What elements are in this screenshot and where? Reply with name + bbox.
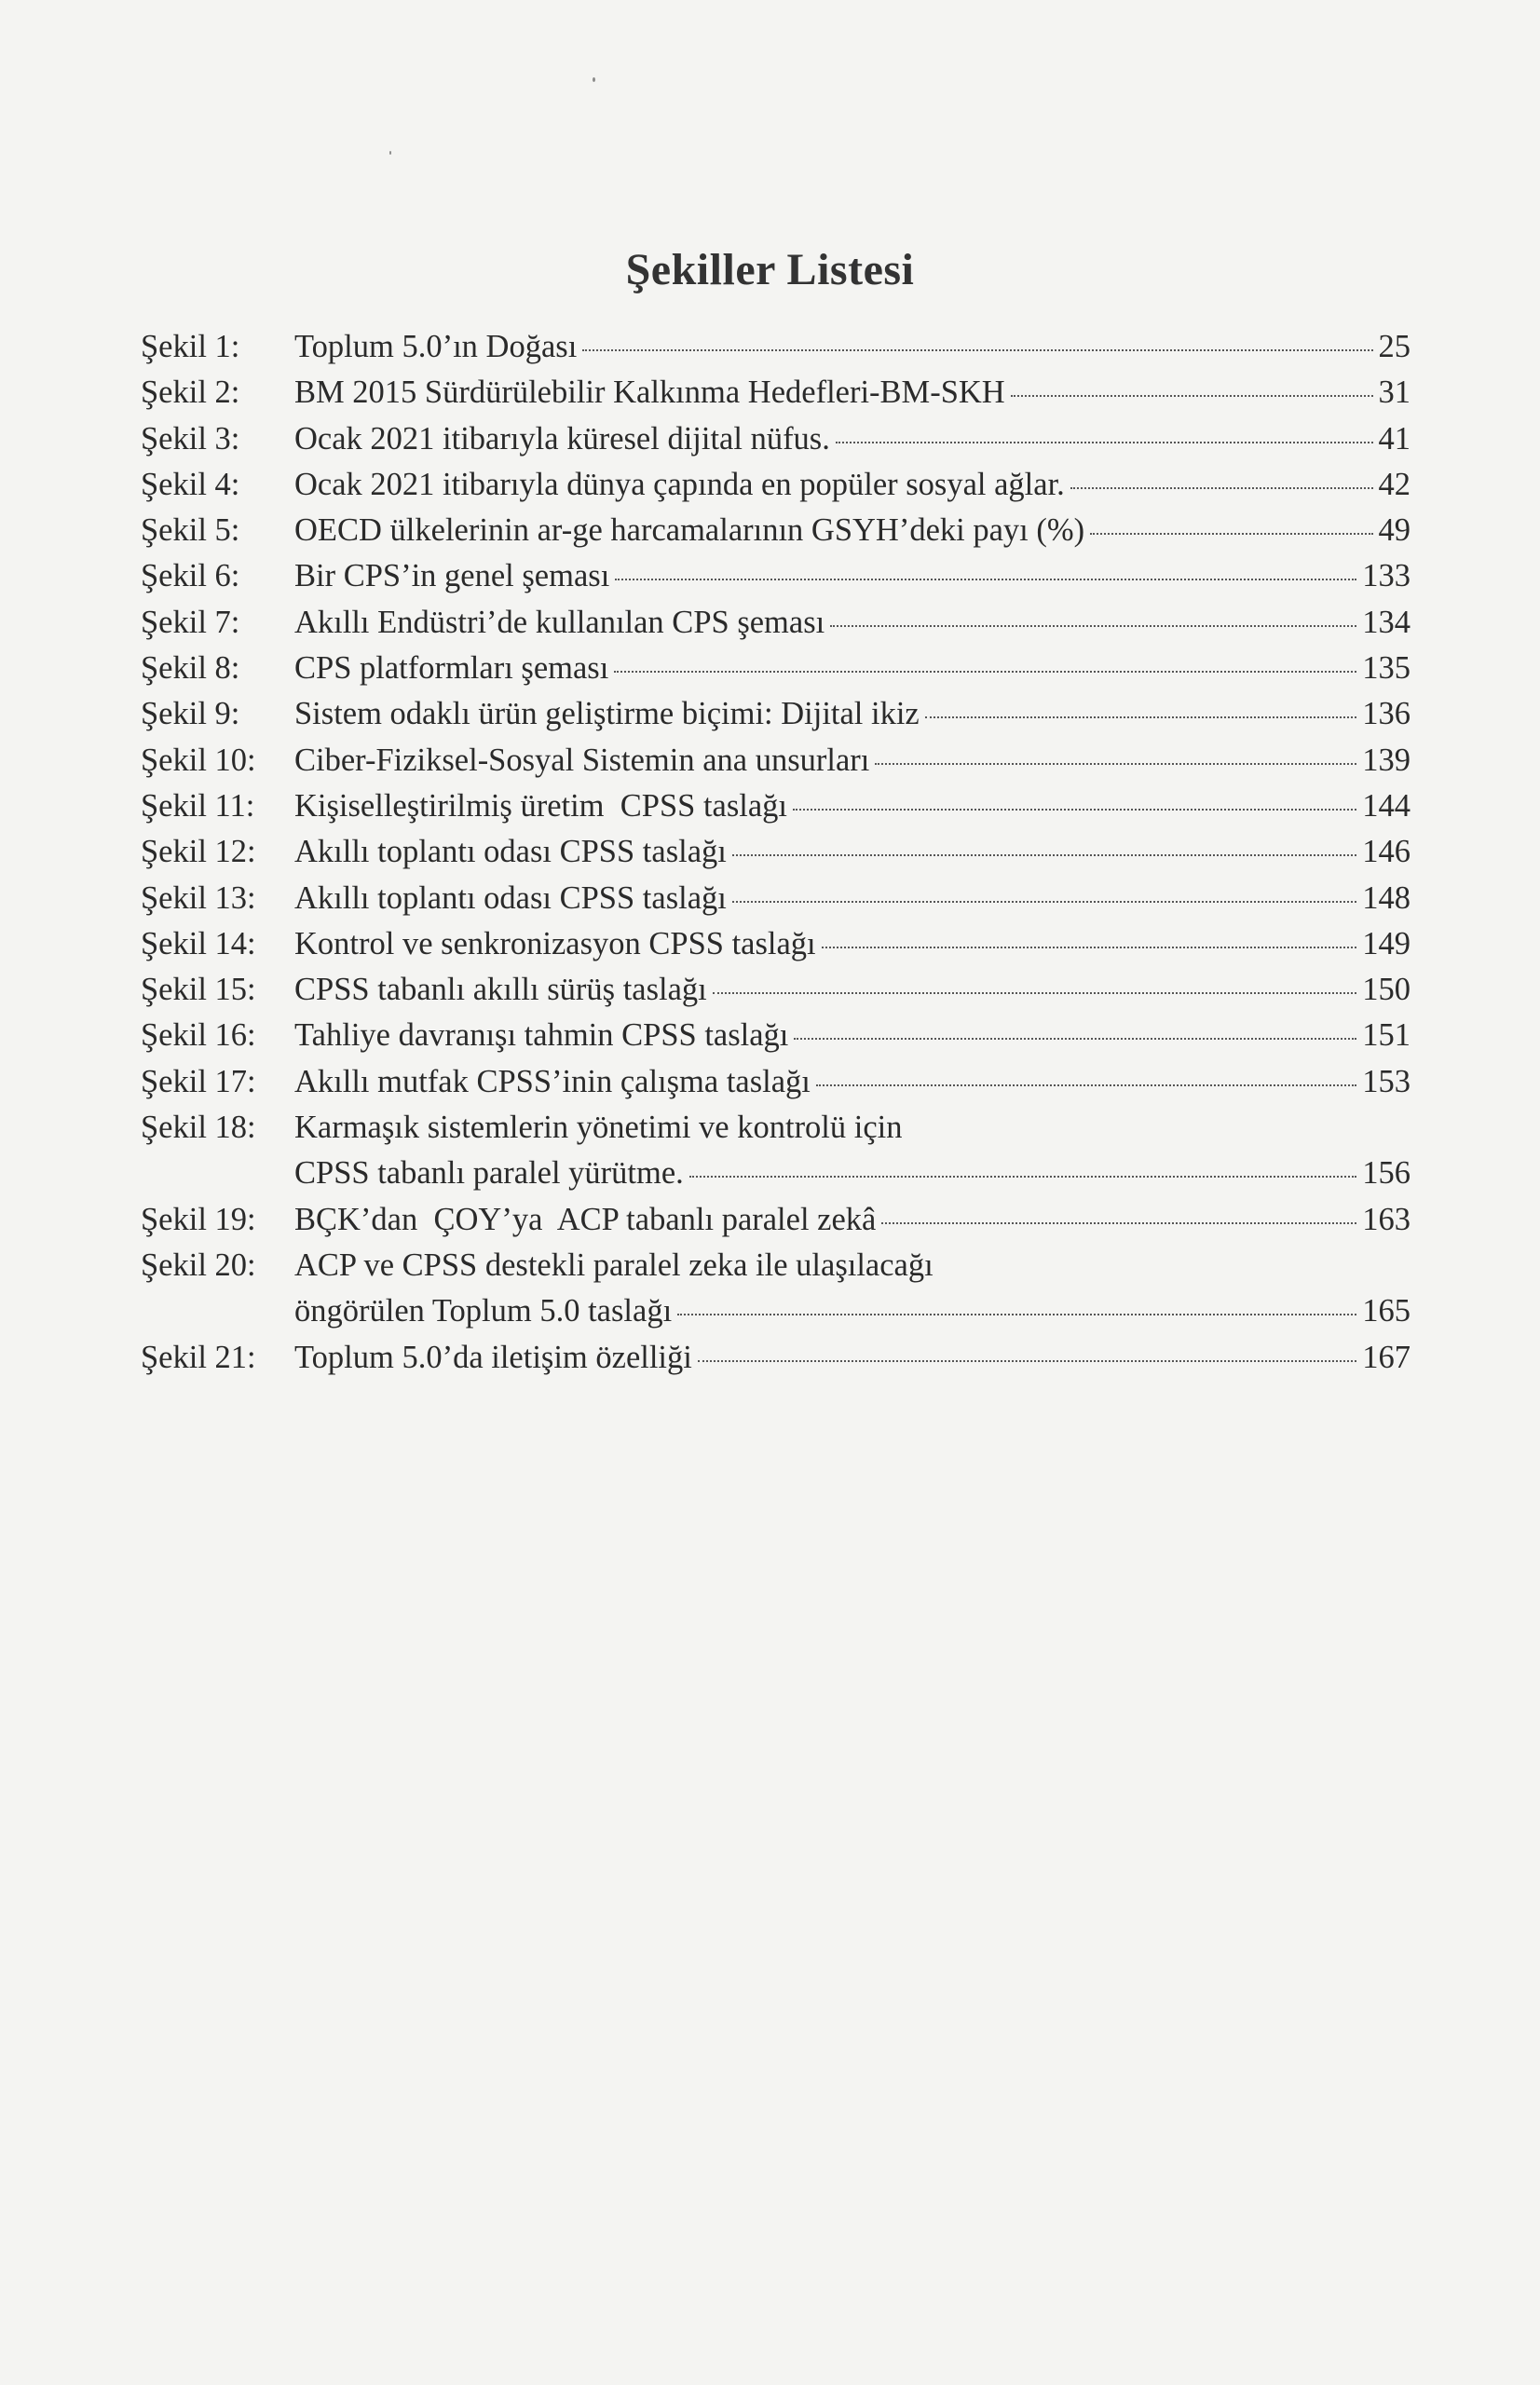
figure-title: Tahliye davranışı tahmin CPSS taslağı: [294, 1017, 789, 1054]
figure-label: Şekil 4:: [141, 466, 240, 502]
figure-label: Şekil 15:: [141, 972, 256, 1008]
dot-leader: [830, 624, 1356, 627]
list-item: [141, 462, 1411, 508]
list-item: [141, 691, 1411, 737]
list-item: [141, 553, 1411, 599]
list-item: [141, 1197, 1411, 1243]
paper-speck: [389, 151, 391, 155]
figure-label: Şekil 6:: [141, 558, 240, 594]
page-number: 156: [1362, 1155, 1411, 1192]
page-number: 133: [1362, 558, 1411, 594]
figure-label: Şekil 10:: [141, 742, 256, 778]
figure-title: CPSS tabanlı akıllı sürüş taslağı: [294, 972, 707, 1008]
figure-title: CPS platformları şeması: [294, 650, 609, 687]
figure-label: Şekil 2:: [141, 375, 240, 411]
dot-leader: [875, 762, 1356, 765]
dot-leader: [698, 1359, 1356, 1362]
page-number: 150: [1362, 972, 1411, 1008]
figure-title: Toplum 5.0’da iletişim özelliği: [294, 1339, 692, 1375]
list-item: [141, 416, 1411, 462]
figure-list: [141, 324, 1411, 1381]
page-number: 165: [1362, 1293, 1411, 1329]
page-number: 49: [1378, 512, 1411, 549]
page-number: 144: [1362, 787, 1411, 824]
dot-leader: [677, 1313, 1356, 1315]
figure-label: Şekil 18:: [141, 1110, 256, 1146]
page-number: 167: [1362, 1339, 1411, 1375]
list-item: [141, 324, 1411, 370]
figure-title: BÇK’dan ÇOY’ya ACP tabanlı paralel zekâ: [294, 1201, 877, 1237]
dot-leader: [822, 946, 1357, 948]
dot-leader: [925, 716, 1357, 718]
page-number: 134: [1362, 604, 1411, 640]
page-title: Şekiller Listesi: [625, 245, 915, 294]
figure-label: Şekil 11:: [141, 787, 255, 824]
page-number: 41: [1378, 420, 1411, 457]
page-number: 148: [1362, 879, 1411, 916]
page-number: 146: [1362, 834, 1411, 870]
figure-title: Ciber-Fiziksel-Sosyal Sistemin ana unsurları: [294, 742, 870, 778]
dot-leader: [836, 441, 1373, 443]
figure-title: Toplum 5.0’ın Doğası: [294, 329, 578, 364]
figure-title: Sistem odaklı ürün geliştirme biçimi: Dijital ikiz: [294, 696, 920, 732]
page-number: 149: [1362, 925, 1411, 961]
figure-label: Şekil 14:: [141, 925, 256, 961]
figure-label: Şekil 12:: [141, 834, 256, 870]
figure-title: Ocak 2021 itibarıyla dünya çapında en popüler sosyal ağlar.: [294, 466, 1065, 502]
figure-title-continued: CPSS tabanlı paralel yürütme.: [294, 1155, 684, 1192]
figure-label: Şekil 19:: [141, 1201, 256, 1237]
dot-leader: [614, 670, 1356, 673]
figure-title: Akıllı mutfak CPSS’inin çalışma taslağı: [294, 1063, 811, 1099]
figure-title: Bir CPS’in genel şeması: [294, 558, 610, 594]
figure-title: Ocak 2021 itibarıyla küresel dijital nüfus.: [294, 420, 830, 457]
dot-leader: [615, 578, 1356, 580]
dot-leader: [881, 1221, 1356, 1224]
dot-leader: [794, 1037, 1356, 1040]
list-item: [141, 921, 1411, 967]
figure-label: Şekil 5:: [141, 512, 240, 549]
figure-label: Şekil 21:: [141, 1339, 256, 1375]
figure-title: ACP ve CPSS destekli paralel zeka ile ulaşılacağı: [294, 1247, 934, 1283]
page-number: 31: [1378, 375, 1411, 411]
page-number: 135: [1362, 650, 1411, 687]
page-number: 153: [1362, 1063, 1411, 1099]
list-item: [141, 1335, 1411, 1381]
figure-title: OECD ülkelerinin ar-ge harcamalarının GSYH’deki payı (%): [294, 512, 1085, 549]
dot-leader: [1070, 486, 1373, 489]
figure-label: Şekil 3:: [141, 420, 240, 457]
list-item: [141, 508, 1411, 553]
dot-leader: [793, 808, 1356, 811]
figure-title: Akıllı Endüstri’de kullanılan CPS şeması: [294, 604, 825, 640]
figure-label: Şekil 7:: [141, 604, 240, 640]
list-item: [141, 829, 1411, 875]
list-item: [141, 738, 1411, 784]
figure-label: Şekil 16:: [141, 1017, 256, 1054]
list-item: [141, 1013, 1411, 1058]
figure-title: Akıllı toplantı odası CPSS taslağı: [294, 879, 727, 916]
page-number: 163: [1362, 1201, 1411, 1237]
figure-title: Karmaşık sistemlerin yönetimi ve kontrolü için: [294, 1110, 903, 1146]
figure-label: Şekil 8:: [141, 650, 240, 687]
dot-leader: [582, 348, 1372, 351]
figure-title: Akıllı toplantı odası CPSS taslağı: [294, 834, 727, 870]
dot-leader: [732, 853, 1356, 856]
dot-leader: [732, 900, 1356, 903]
list-item: [141, 967, 1411, 1013]
dot-leader: [1090, 532, 1372, 535]
list-item: [141, 600, 1411, 646]
figure-title-continued: öngörülen Toplum 5.0 taslağı: [294, 1293, 673, 1329]
figure-title: Kontrol ve senkronizasyon CPSS taslağı: [294, 925, 816, 961]
figure-title: Kişiselleştirilmiş üretim CPSS taslağı: [294, 787, 788, 824]
dot-leader: [713, 991, 1356, 994]
list-item: [141, 784, 1411, 829]
page-number: 151: [1362, 1017, 1411, 1054]
dot-leader: [816, 1083, 1356, 1086]
dot-leader: [689, 1175, 1356, 1178]
page-number: 136: [1362, 696, 1411, 732]
list-item: [141, 646, 1411, 691]
figure-label: Şekil 9:: [141, 696, 240, 732]
list-item: [141, 876, 1411, 921]
dot-leader: [1011, 394, 1373, 397]
paper-speck: [593, 77, 595, 82]
figure-label: Şekil 1:: [141, 329, 240, 364]
figure-label: Şekil 20:: [141, 1247, 256, 1283]
page-number: 42: [1378, 466, 1411, 502]
list-item: [141, 1243, 1411, 1335]
page-number: 25: [1378, 329, 1411, 364]
list-item: [141, 370, 1411, 416]
figure-label: Şekil 17:: [141, 1063, 256, 1099]
page-number: 139: [1362, 742, 1411, 778]
figure-title: BM 2015 Sürdürülebilir Kalkınma Hedefleri-BM-SKH: [294, 375, 1005, 411]
figure-label: Şekil 13:: [141, 879, 256, 916]
list-item: [141, 1105, 1411, 1197]
list-item: [141, 1059, 1411, 1105]
